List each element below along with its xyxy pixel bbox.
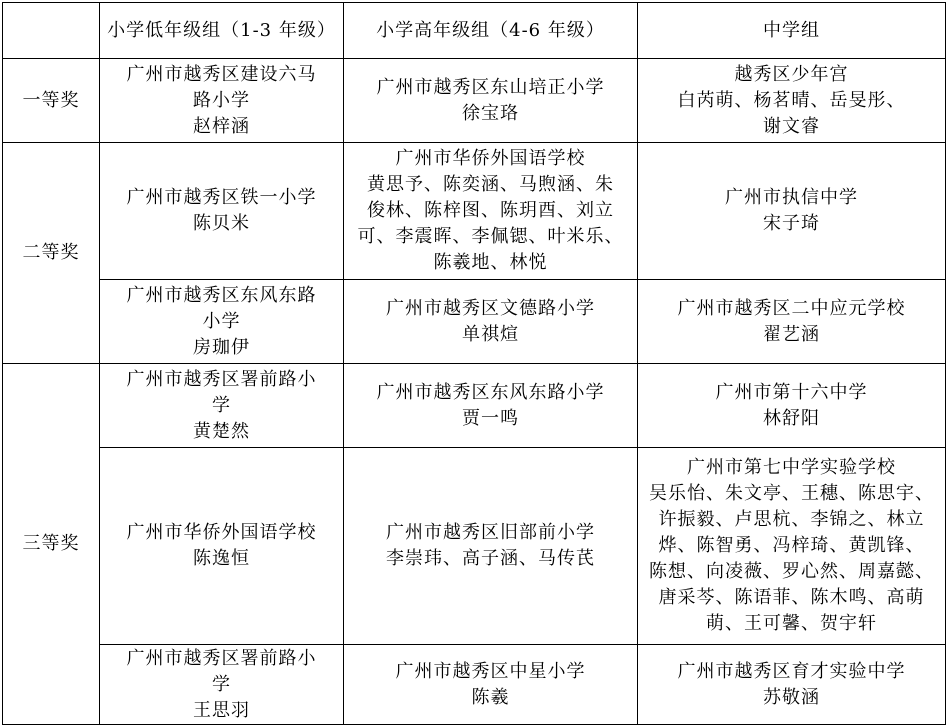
cell-line: 俊林、陈梓图、陈玥酉、刘立 [367, 200, 614, 221]
second-prize-row-1 [3, 143, 946, 280]
award-label-second: 二等奖 [3, 143, 100, 364]
cell-line: 谢文睿 [763, 115, 820, 137]
award-label-third: 三等奖 [3, 364, 100, 725]
cell-high [344, 645, 638, 725]
cell-line: 烨、陈智勇、冯梓琦、黄凯锋、 [658, 535, 925, 556]
cell-line: 广州市越秀区署前路小 [126, 368, 317, 390]
cell-line: 广州市越秀区铁一小学 [126, 187, 317, 208]
header-middle-school: 中学组 [638, 3, 946, 59]
cell-line: 广州市华侨外国语学校 [395, 148, 586, 169]
cell-line: 贾一鸣 [462, 407, 519, 429]
cell-line: 吴乐怡、朱文亭、王穗、陈思宇、 [649, 483, 934, 504]
header-corner [3, 3, 100, 59]
cell-high [344, 448, 638, 645]
cell-line: 陈羲 [471, 686, 510, 708]
cell-line: 陈逸恒 [193, 548, 250, 569]
cell-line: 广州市执信中学 [725, 187, 858, 208]
cell-low [100, 645, 344, 725]
cell-low [100, 448, 344, 645]
cell-high [344, 59, 638, 143]
cell-line: 广州市越秀区东风东路 [126, 284, 317, 306]
cell-line: 黄楚然 [193, 420, 250, 442]
cell-middle [638, 59, 946, 143]
cell-line: 宋子琦 [763, 213, 820, 234]
cell-line: 徐宝珞 [462, 102, 519, 124]
header-low-grade: 小学低年级组（1-3 年级） [100, 3, 344, 59]
third-prize-row-1 [3, 364, 946, 448]
cell-line: 广州市华侨外国语学校 [126, 522, 317, 543]
cell-middle [638, 143, 946, 280]
cell-high [344, 364, 638, 448]
cell-line: 广州市越秀区育才实验中学 [677, 660, 906, 682]
cell-line: 赵梓涵 [193, 115, 250, 137]
cell-middle [638, 645, 946, 725]
cell-line: 单祺煊 [462, 323, 519, 345]
cell-high [344, 280, 638, 364]
cell-line: 陈想、向凌薇、罗心然、周嘉懿、 [649, 561, 934, 582]
cell-line: 黄思予、陈奕涵、马煦涵、朱 [367, 174, 614, 195]
cell-line: 李崇玮、高子涵、马传芪 [386, 548, 595, 569]
cell-middle [638, 448, 946, 645]
cell-line: 学 [212, 673, 231, 695]
cell-line: 越秀区少年宫 [734, 63, 849, 85]
cell-line: 广州市越秀区旧部前小学 [386, 522, 595, 543]
first-prize-row [3, 59, 946, 143]
cell-line: 陈羲地、林悦 [433, 252, 548, 273]
cell-high [344, 143, 638, 280]
cell-line: 可、李震晖、李佩锶、叶米乐、 [357, 226, 624, 247]
cell-low [100, 143, 344, 280]
cell-line: 路小学 [193, 89, 250, 111]
cell-line: 广州市越秀区东山培正小学 [376, 76, 605, 98]
cell-line: 广州市越秀区文德路小学 [386, 297, 595, 319]
cell-line: 广州市越秀区署前路小 [126, 647, 317, 669]
cell-line: 翟艺涵 [763, 323, 820, 345]
cell-line: 广州市第七中学实验学校 [687, 457, 896, 478]
cell-line: 广州市越秀区中星小学 [395, 660, 586, 682]
awards-table [2, 2, 946, 725]
cell-line: 广州市越秀区东风东路小学 [376, 381, 605, 403]
cell-line: 小学 [202, 310, 241, 332]
cell-line: 唐采芩、陈语菲、陈木鸣、高萌 [658, 587, 925, 608]
header-row [3, 3, 946, 59]
cell-line: 白芮萌、杨茗晴、岳旻彤、 [677, 89, 906, 111]
cell-middle [638, 364, 946, 448]
cell-line: 许振毅、卢思杭、李锦之、林立 [658, 509, 925, 530]
cell-line: 广州市越秀区二中应元学校 [677, 297, 906, 319]
cell-line: 学 [212, 394, 231, 416]
cell-line: 陈贝米 [193, 213, 250, 234]
cell-middle [638, 280, 946, 364]
cell-low [100, 280, 344, 364]
header-high-grade: 小学高年级组（4-6 年级） [344, 3, 638, 59]
cell-line: 苏敬涵 [763, 686, 820, 708]
cell-line: 萌、王可馨、贺宇轩 [706, 613, 877, 634]
third-prize-row-2 [3, 448, 946, 645]
third-prize-row-3 [3, 645, 946, 725]
cell-line: 林舒阳 [763, 407, 820, 429]
award-label-first: 一等奖 [3, 59, 100, 143]
cell-low [100, 59, 344, 143]
cell-line: 广州市第十六中学 [715, 381, 868, 403]
cell-line: 广州市越秀区建设六马 [126, 63, 317, 85]
cell-line: 王思羽 [193, 699, 250, 721]
cell-line: 房珈伊 [193, 336, 250, 358]
second-prize-row-2 [3, 280, 946, 364]
cell-low [100, 364, 344, 448]
